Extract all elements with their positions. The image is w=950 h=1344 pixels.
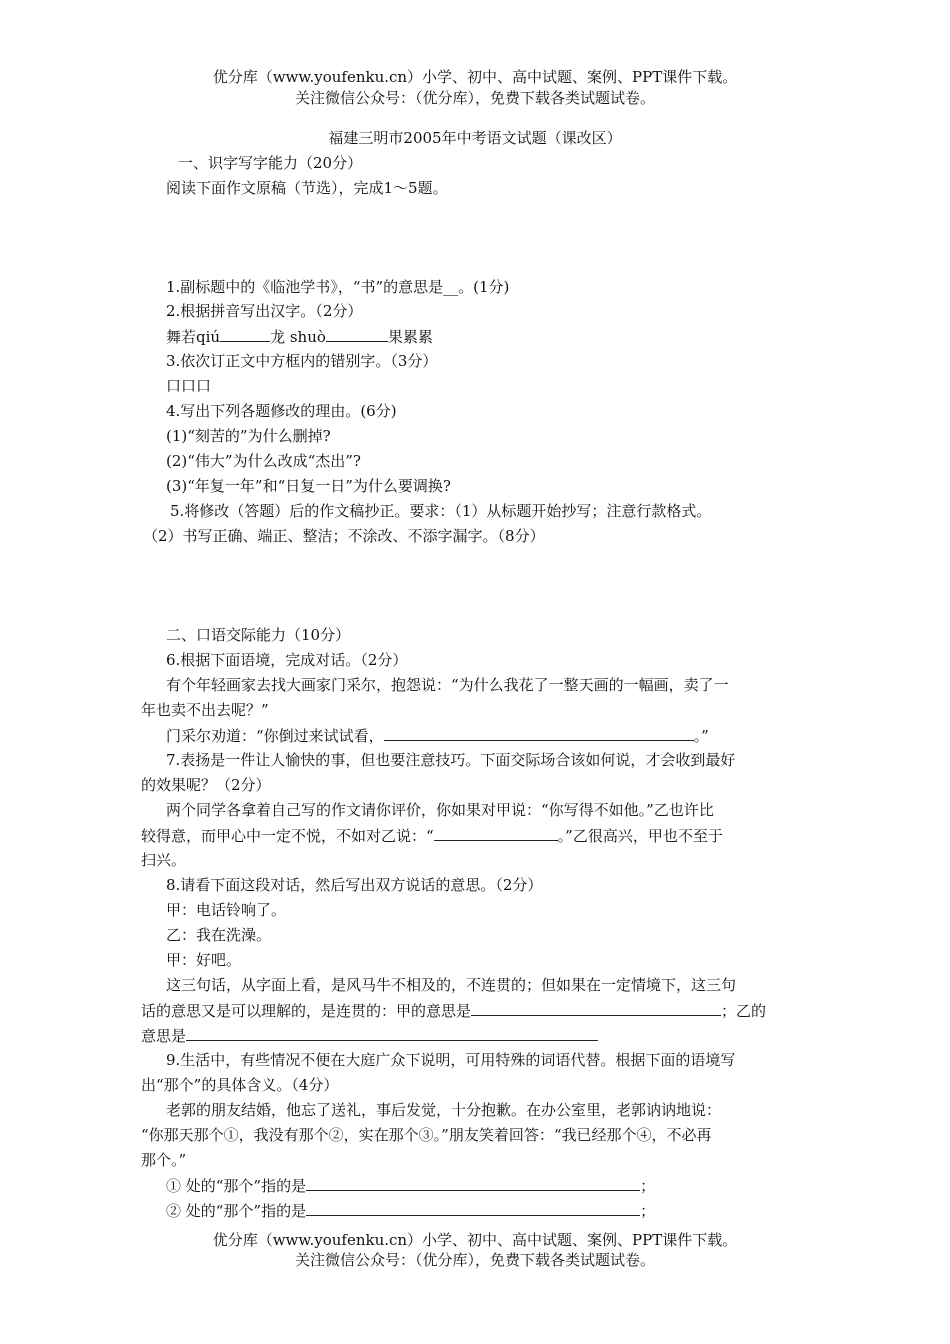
question-5-line-2: （2）书写正确、端正、整洁；不涂改、不添字漏字。（8分） (143, 527, 545, 545)
question-4-3: (3)“年复一年”和“日复一日”为什么要调换? (166, 477, 451, 495)
question-7-para-2 (141, 824, 723, 847)
q2-blank-2[interactable] (326, 325, 388, 342)
question-9-para-1: 老郭的朋友结婚，他忘了送礼，事后发觉，十分抱歉。在办公室里，老郭讷讷地说： (166, 1101, 722, 1119)
question-6-para-1: 有个年轻画家去找大画家门采尔，抱怨说：“为什么我花了一整天画的一幅画，卖了一 (166, 676, 729, 694)
q2-text-c: 果累累 (387, 328, 433, 346)
q6-answer-blank[interactable] (384, 724, 694, 741)
q9-answer-blank-2[interactable] (306, 1199, 640, 1216)
page-title: 福建三明市2005年中考语文试题（课改区） (328, 129, 622, 147)
question-8-para-2 (141, 999, 766, 1022)
q9-1-text: ① 处的“那个”指的是 (166, 1177, 307, 1195)
question-6-reply (166, 724, 709, 747)
q7-text-pre: 较得意，而甲心中一定不悦，不如对乙说：“ (141, 827, 434, 845)
q8-answer-blank-1[interactable] (471, 999, 721, 1016)
question-9-line-1: 9.生活中，有些情况不便在大庭广众下说明，可用特殊的词语代替。根据下面的语境写 (166, 1051, 736, 1069)
question-3: 3.依次订正文中方框内的错别字。（3分） (166, 352, 438, 370)
question-9-line-2: 出“那个”的具体含义。（4分） (141, 1076, 339, 1094)
header-line-2: 关注微信公众号：（优分库），免费下载各类试题试卷。 (294, 89, 655, 107)
question-2-blanks (166, 325, 433, 348)
question-9-para-3: 那个。” (141, 1151, 187, 1169)
q6-reply-text: 门采尔劝道：“你倒过来试试看， (166, 727, 384, 745)
q9-1-semicolon: ； (640, 1177, 656, 1195)
q8-text-post: ；乙的 (721, 1002, 767, 1020)
question-4: 4.写出下列各题修改的理由。(6分) (166, 402, 397, 420)
footer-line-1: 优分库（www.youfenku.cn）小学、初中、高中试题、案例、PPT课件下载。 (212, 1231, 738, 1249)
q2-text-b: 龙 shuò (270, 328, 326, 346)
q2-blank-1[interactable] (220, 325, 270, 342)
question-8-line-c: 甲：好吧。 (166, 951, 242, 969)
section-2-heading: 二、口语交际能力（10分） (166, 626, 351, 644)
question-8: 8.请看下面这段对话，然后写出双方说话的意思。（2分） (166, 876, 543, 894)
question-7-line-2: 的效果呢？（2分） (141, 776, 271, 794)
question-9-para-2: “你那天那个①，我没有那个②，实在那个③。”朋友笑着回答：“我已经那个④，不必再 (141, 1126, 712, 1144)
question-8-para-1: 这三句话，从字面上看，是风马牛不相及的，不连贯的；但如果在一定情境下，这三句 (166, 976, 737, 994)
question-8-line-a: 甲：电话铃响了。 (166, 901, 287, 919)
question-8-line-b: 乙：我在洗澡。 (166, 926, 272, 944)
q6-reply-end: 。” (693, 727, 709, 745)
question-4-2: (2)“伟大”为什么改成“杰出”? (166, 452, 361, 470)
question-9-answer-1 (166, 1174, 655, 1197)
q9-answer-blank-1[interactable] (306, 1174, 640, 1191)
header-line-1: 优分库（www.youfenku.cn）小学、初中、高中试题、案例、PPT课件下载。 (212, 68, 738, 86)
q7-text-post: 。”乙很高兴，甲也不至于 (557, 827, 723, 845)
question-6: 6.根据下面语境，完成对话。（2分） (166, 651, 408, 669)
question-4-1: (1)“刻苦的”为什么删掉? (166, 427, 331, 445)
q8-text-pre: 话的意思又是可以理解的，是连贯的：甲的意思是 (141, 1002, 472, 1020)
question-7-line-1: 7.表扬是一件让人愉快的事，但也要注意技巧。下面交际场合该如何说，才会收到最好 (166, 751, 736, 769)
question-7-para-3: 扫兴。 (141, 851, 187, 869)
question-1: 1.副标题中的《临池学书》，“书”的意思是__。(1分) (166, 278, 510, 296)
footer-line-2: 关注微信公众号：（优分库），免费下载各类试题试卷。 (294, 1251, 655, 1269)
section-1-intro: 阅读下面作文原稿（节选），完成1～5题。 (166, 179, 448, 197)
question-9-answer-2 (166, 1199, 655, 1222)
q9-2-semicolon: ； (640, 1202, 656, 1220)
question-5-line-1: 5.将修改（答题）后的作文稿抄正。要求：（1）从标题开始抄写；注意行款格式。 (170, 502, 712, 520)
question-6-para-2: 年也卖不出去呢？” (141, 701, 269, 719)
question-3-boxes: 口口口 (166, 377, 212, 395)
section-1-heading: 一、识字写字能力（20分） (178, 154, 363, 172)
question-8-para-3 (141, 1024, 598, 1047)
q8-answer-blank-2[interactable] (186, 1024, 598, 1041)
q2-text-a: 舞若qiú (166, 328, 221, 346)
question-2: 2.根据拼音写出汉字。（2分） (166, 302, 363, 320)
q8-text-meaning: 意思是 (141, 1027, 187, 1045)
question-7-para-1: 两个同学各拿着自己写的作文请你评价，你如果对甲说：“你写得不如他。”乙也许比 (166, 801, 714, 819)
q7-answer-blank[interactable] (434, 824, 558, 841)
q9-2-text: ② 处的“那个”指的是 (166, 1202, 307, 1220)
